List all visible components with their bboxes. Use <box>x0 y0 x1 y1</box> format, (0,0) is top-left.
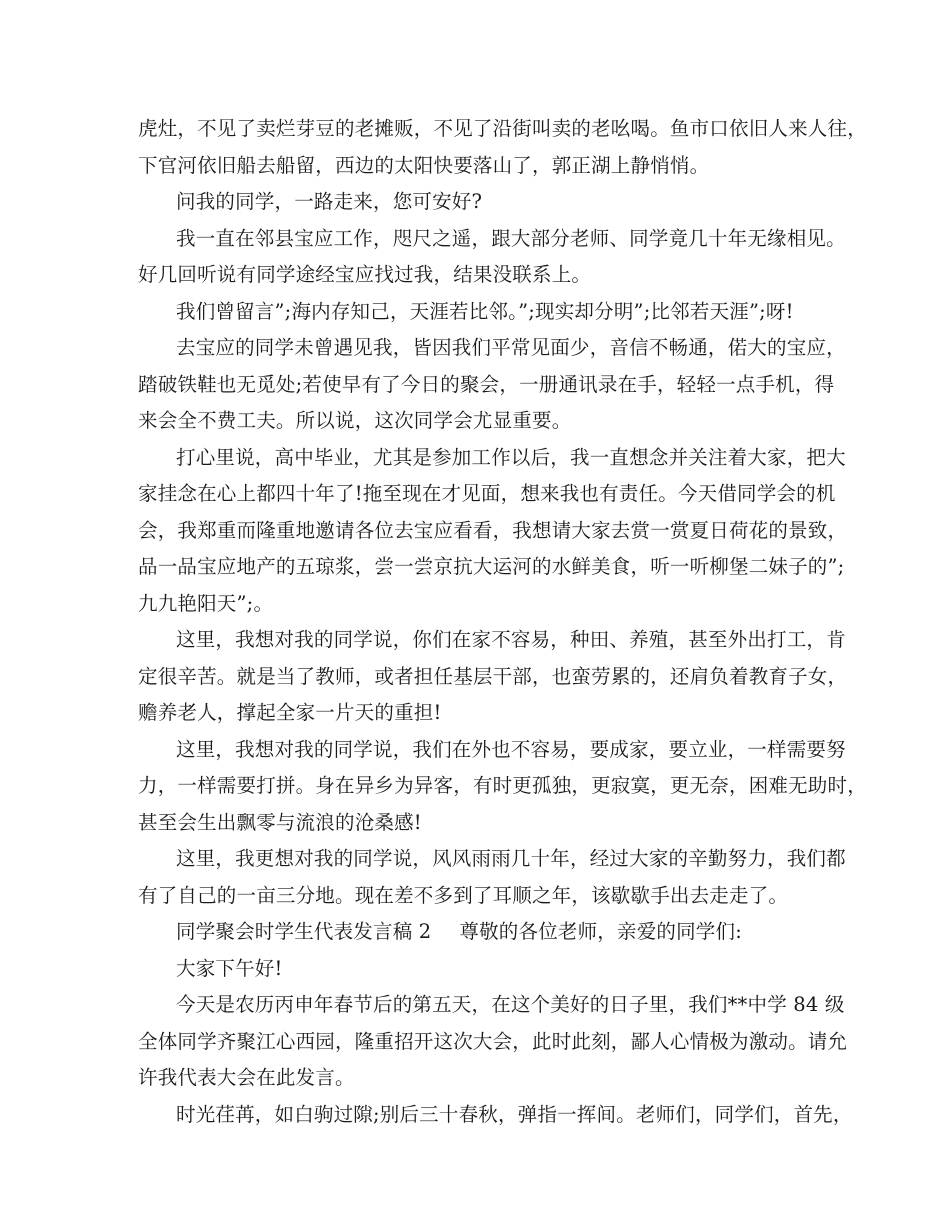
text-line <box>138 732 846 769</box>
text-line-content: 虎灶，不见了卖烂芽豆的老摊贩，不见了沿街叫卖的老吆喝。鱼市口依旧人来人往， <box>138 117 867 140</box>
text-line-content: 问我的同学，一路走来，您可安好? <box>176 190 483 213</box>
text-line <box>138 111 867 148</box>
text-line-content: 来会全不费工夫。所以说，这次同学会尤显重要。 <box>138 409 572 432</box>
text-line <box>138 622 846 659</box>
text-line-content: 这里，我更想对我的同学说，风风雨雨几十年，经过大家的辛勤努力，我们都 <box>176 847 846 870</box>
text-line-content: 甚至会生出飘零与流浪的沧桑感! <box>138 810 422 834</box>
text-line <box>138 549 845 586</box>
document-body <box>138 111 867 1133</box>
text-line-content: 有了自己的一亩三分地。现在差不多到了耳顺之年，该歇歇手出去走走了。 <box>138 883 789 907</box>
text-line-content: 时光荏苒，如白驹过隙;别后三十春秋，弹指一挥间。老师们，同学们，首先， <box>176 1102 853 1126</box>
text-line <box>138 586 828 623</box>
text-line-content: 今天是农历丙申年春节后的第五天，在这个美好的日子里，我们**中学 84 级 <box>176 993 845 1016</box>
text-line-content: 赡养老人，撑起全家一片天的重担! <box>138 701 442 724</box>
text-line-content: 定很辛苦。就是当了教师，或者担任基层干部，也蛮劳累的，还肩负着教育子女， <box>138 664 848 688</box>
text-line-content: 力，一样需要打拼。身在异乡为异客，有时更孤独，更寂寞，更无奈，困难无助时， <box>138 774 867 797</box>
text-line-content: 九九艳阳天”;。 <box>138 591 274 615</box>
text-line-content: 踏破铁鞋也无觅处;若使早有了今日的聚会，一册通讯录在手，轻轻一点手机，得 <box>138 372 835 396</box>
text-line <box>138 513 848 550</box>
text-line <box>138 841 846 878</box>
text-line-content: 我们曾留言”;海内存知己，天涯若比邻。”;现实却分明”;比邻若天涯”;呀! <box>176 299 794 323</box>
text-line <box>138 184 828 221</box>
text-line <box>138 440 846 477</box>
text-line <box>138 695 828 732</box>
text-line-content: 同学聚会时学生代表发言稿 2 <box>176 920 432 943</box>
text-line <box>138 1024 848 1061</box>
text-line-content: 我一直在邻县宝应工作，咫尺之遥，跟大部分老师、同学竟几十年无缘相见。 <box>176 226 846 250</box>
text-line-content: 打心里说，高中毕业，尤其是参加工作以后，我一直想念并关注着大家，把大 <box>176 445 846 469</box>
text-line-content: 许我代表大会在此发言。 <box>138 1066 355 1089</box>
text-line-content: 会，我郑重而隆重地邀请各位去宝应看看，我想请大家去赏一赏夏日荷花的景致， <box>138 518 848 542</box>
text-line-content: 这里，我想对我的同学说，你们在家不容易，种田、养殖，甚至外出打工，肯 <box>176 628 846 651</box>
text-line <box>138 330 846 367</box>
text-line <box>138 257 828 294</box>
text-line-content: 全体同学齐聚江心西园，隆重招开这次大会，此时此刻，鄙人心情极为激动。请允 <box>138 1029 848 1053</box>
text-line <box>138 1097 853 1134</box>
text-line <box>138 768 867 805</box>
text-line <box>138 403 828 440</box>
text-line-content: 好几回听说有同学途经宝应找过我，结果没联系上。 <box>138 263 592 286</box>
text-line <box>138 951 828 988</box>
text-line <box>138 367 835 404</box>
text-line <box>138 914 828 951</box>
text-line-content: 品一品宝应地产的五琼浆，尝一尝京抗大运河的水鲜美食，听一听柳堡二妹子的”; <box>138 555 845 578</box>
text-line <box>138 221 846 258</box>
text-line-content: 这里，我想对我的同学说，我们在外也不容易，要成家，要立业，一样需要努 <box>176 737 846 761</box>
text-line-content: 下官河依旧船去船留，西边的太阳快要落山了，郭正湖上静悄悄。 <box>138 153 710 177</box>
text-line <box>138 148 828 185</box>
text-line <box>138 878 828 915</box>
text-line-content: 去宝应的同学未曾遇见我，皆因我们平常见面少，音信不畅通，偌大的宝应， <box>176 336 846 359</box>
text-line-content: 家挂念在心上都四十年了!拖至现在才见面，想来我也有责任。今天借同学会的机 <box>138 482 836 505</box>
text-line <box>138 476 836 513</box>
text-line <box>138 659 848 696</box>
text-line <box>138 1060 828 1097</box>
text-line <box>138 987 845 1024</box>
text-line-trailing: 尊敬的各位老师，亲爱的同学们: <box>459 920 742 943</box>
text-line-content: 大家下午好! <box>176 956 283 980</box>
text-line <box>138 805 828 842</box>
text-line <box>138 294 828 331</box>
